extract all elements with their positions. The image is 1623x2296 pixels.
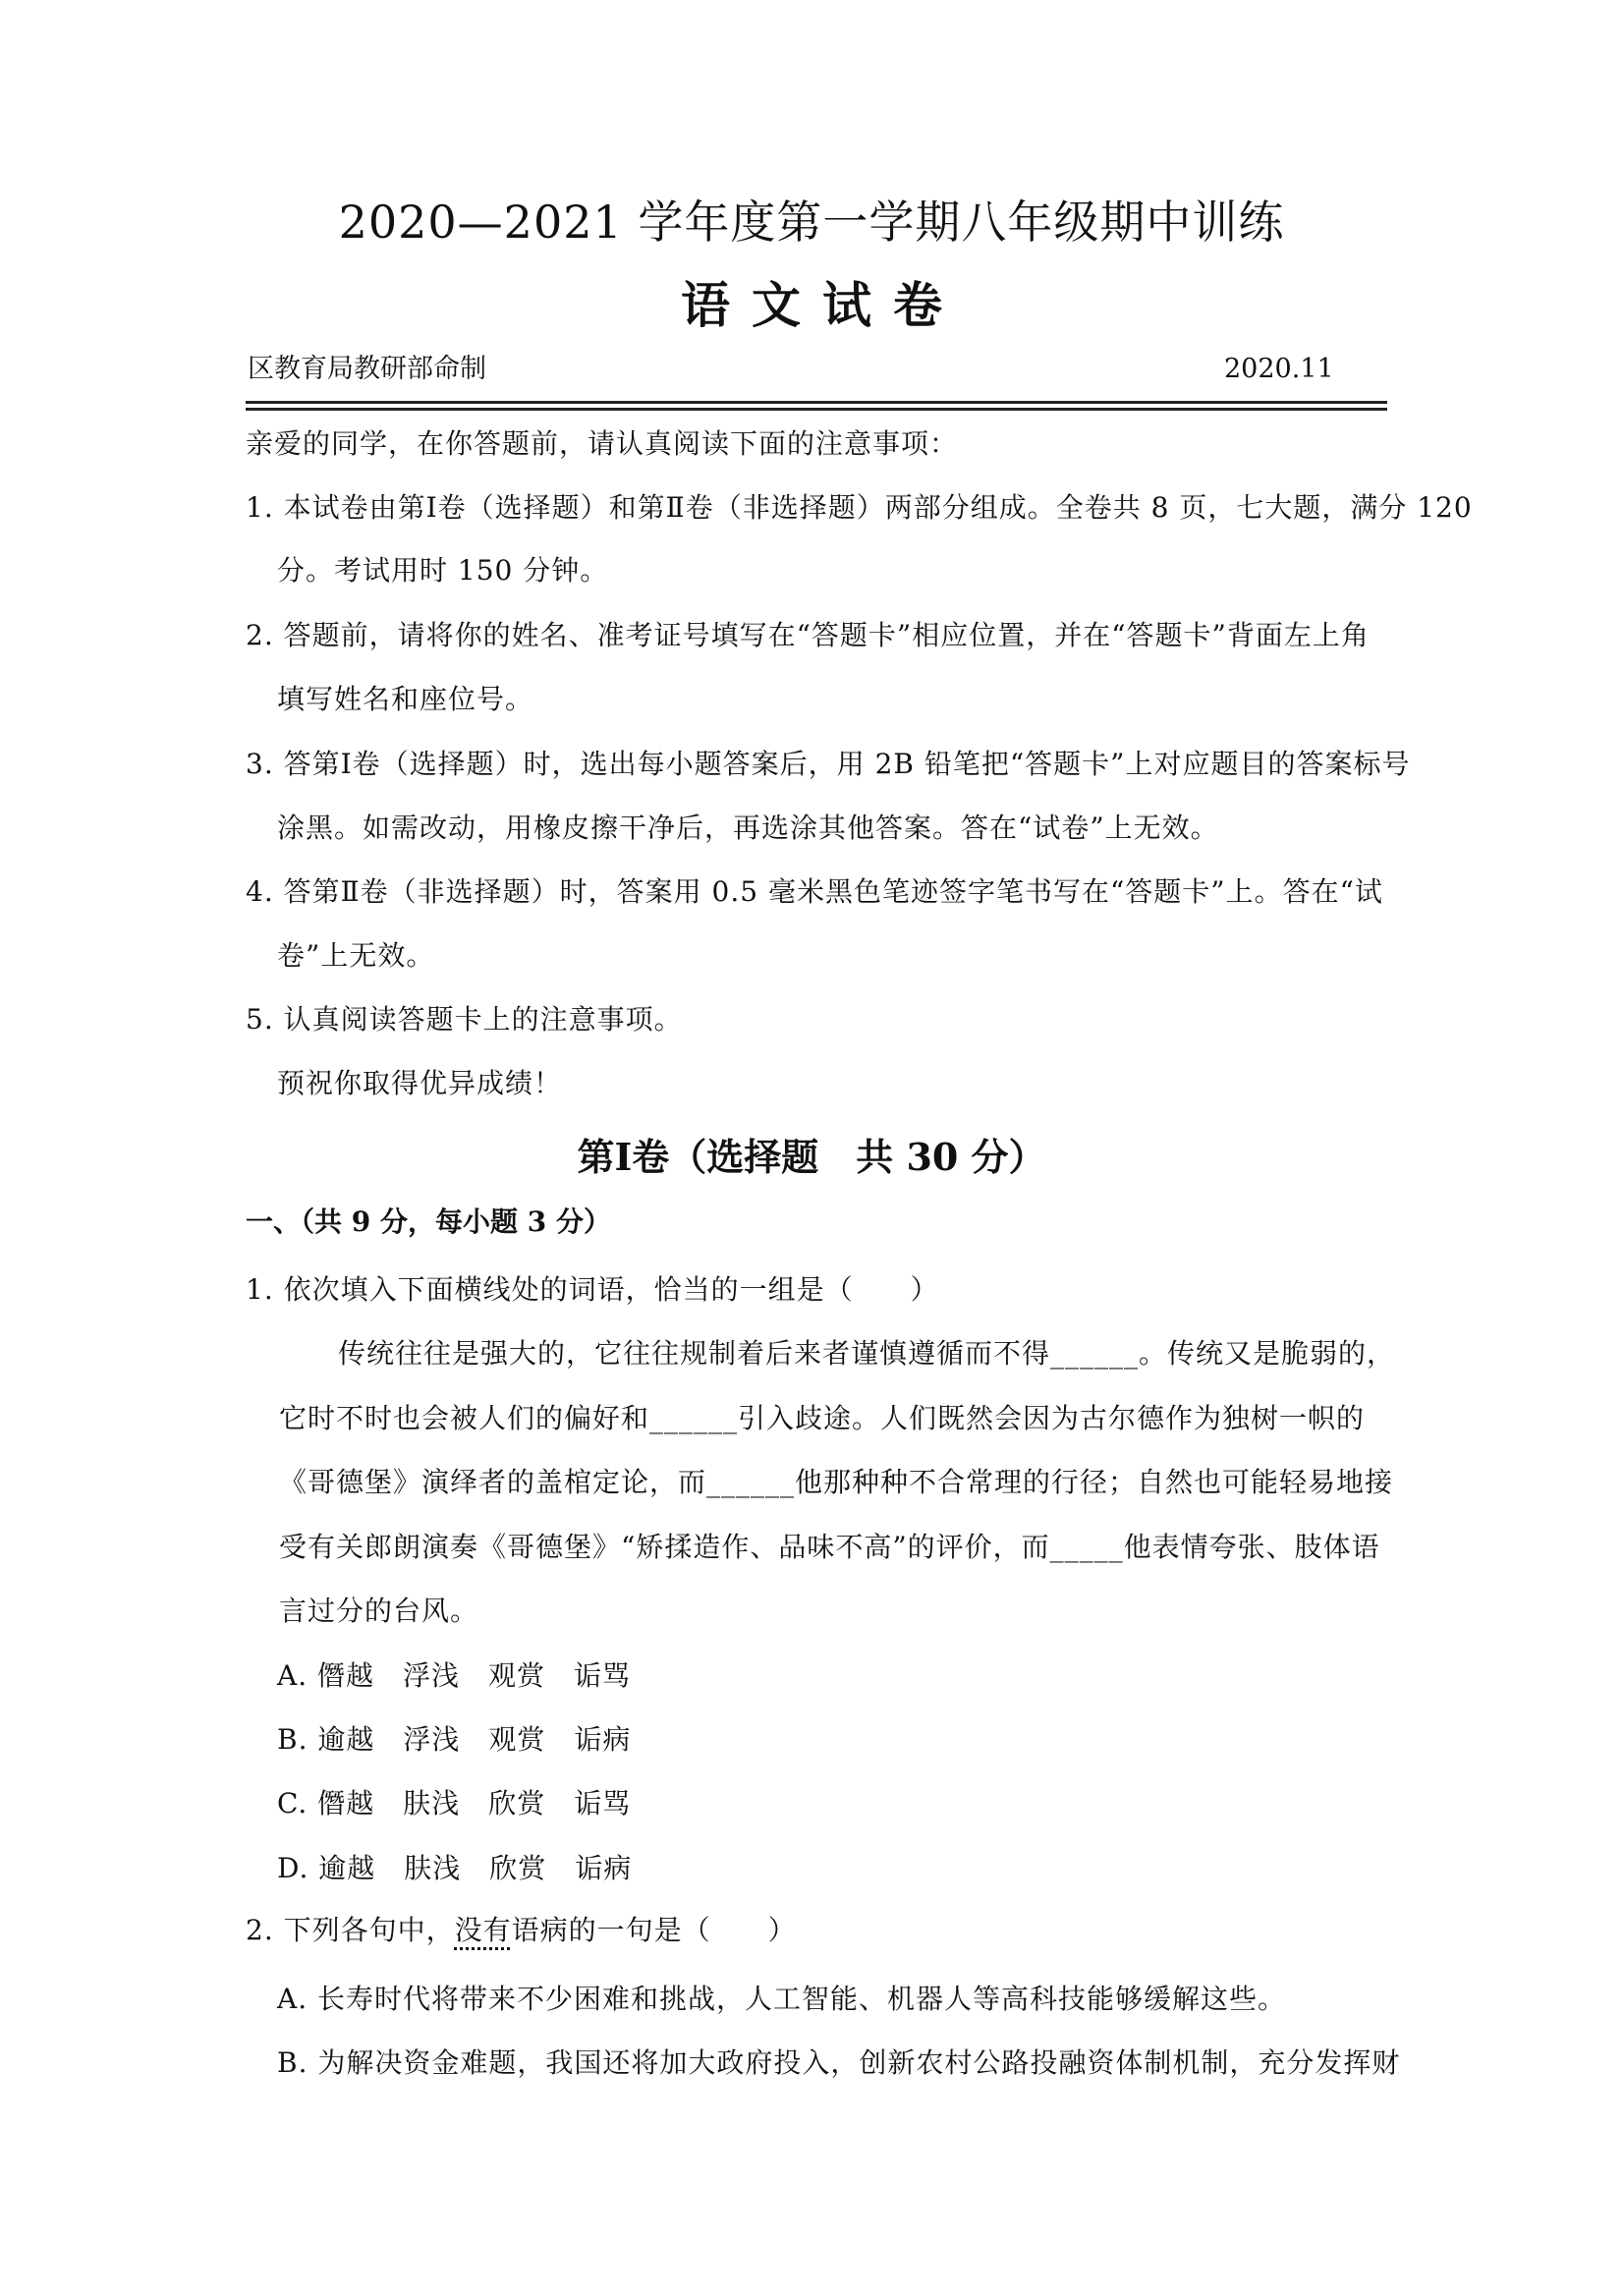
passage-line: 它时不时也会被人们的偏好和______引入歧途。人们既然会因为古尔德作为独树一帜的	[279, 1402, 1366, 1434]
question-stem-end: 语病的一句是（ ）	[511, 1914, 797, 1946]
exam-date: 2020.11	[1224, 354, 1334, 384]
issuer-label: 区教育局教研部命制	[248, 354, 486, 384]
notice-item: 4. 答第Ⅱ卷（非选择题）时，答案用 0.5 毫米黑色笔迹签字笔书写在“答题卡”上。答在“试	[246, 875, 1383, 908]
option-b: B. 为解决资金难题，我国还将加大政府投入，创新农村公路投融资体制机制，充分发挥财	[277, 2046, 1401, 2079]
notice-item: 3. 答第Ⅰ卷（选择题）时，选出每小题答案后，用 2B 铅笔把“答题卡”上对应题目的答案标号	[246, 748, 1411, 780]
notice-item: 2. 答题前，请将你的姓名、准考证号填写在“答题卡”相应位置，并在“答题卡”背面左上角	[246, 619, 1370, 651]
option-a: A. 僭越 浮浅 观赏 诟骂	[277, 1659, 632, 1692]
question-stem: 1. 依次填入下面横线处的词语，恰当的一组是（ ）	[246, 1273, 939, 1306]
notice-item: 5. 认真阅读答题卡上的注意事项。	[246, 1003, 683, 1036]
option-d: D. 逾越 肤浅 欣赏 诟病	[277, 1852, 633, 1884]
header-rule-bottom	[246, 408, 1387, 411]
notice-wish: 预祝你取得优异成绩！	[277, 1067, 563, 1099]
part-heading: 一、（共 9 分，每小题 3 分）	[246, 1205, 611, 1238]
question-stem-start: 2. 下列各句中，	[246, 1914, 455, 1946]
passage-line: 受有关郎朗演奏《哥德堡》“矫揉造作、品味不高”的评价，而_____他表情夸张、肢体语	[279, 1531, 1380, 1563]
notice-item: 卷”上无效。	[277, 939, 435, 972]
passage-line: 传统往往是强大的，它往往规制着后来者谨慎遵循而不得______。传统又是脆弱的，	[338, 1337, 1396, 1370]
notice-item: 1. 本试卷由第Ⅰ卷（选择题）和第Ⅱ卷（非选择题）两部分组成。全卷共 8 页，七大题，满分 120	[246, 491, 1473, 524]
notice-item: 涂黑。如需改动，用橡皮擦干净后，再选涂其他答案。答在“试卷”上无效。	[277, 812, 1219, 844]
passage-line: 言过分的台风。	[279, 1595, 479, 1627]
option-a: A. 长寿时代将带来不少困难和挑战，人工智能、机器人等高科技能够缓解这些。	[277, 1983, 1287, 2015]
notice-item: 填写姓名和座位号。	[277, 683, 534, 715]
header-rule-top	[246, 401, 1387, 404]
passage-line: 《哥德堡》演绎者的盖棺定论，而______他那种种不合常理的行径；自然也可能轻易地接	[279, 1466, 1394, 1498]
section-title: 第Ⅰ卷（选择题 共 30 分）	[577, 1135, 1046, 1179]
notice-intro: 亲爱的同学，在你答题前，请认真阅读下面的注意事项：	[246, 427, 959, 460]
exam-title: 2020—2021 学年度第一学期八年级期中训练	[338, 196, 1285, 249]
option-b: B. 逾越 浮浅 观赏 诟病	[277, 1723, 632, 1756]
question-stem-emphasis: 没有	[454, 1914, 512, 1946]
option-c: C. 僭越 肤浅 欣赏 诟骂	[277, 1787, 632, 1820]
question-stem	[246, 1911, 797, 1950]
exam-subtitle: 语文试卷	[681, 276, 964, 334]
notice-item: 分。考试用时 150 分钟。	[277, 554, 609, 587]
